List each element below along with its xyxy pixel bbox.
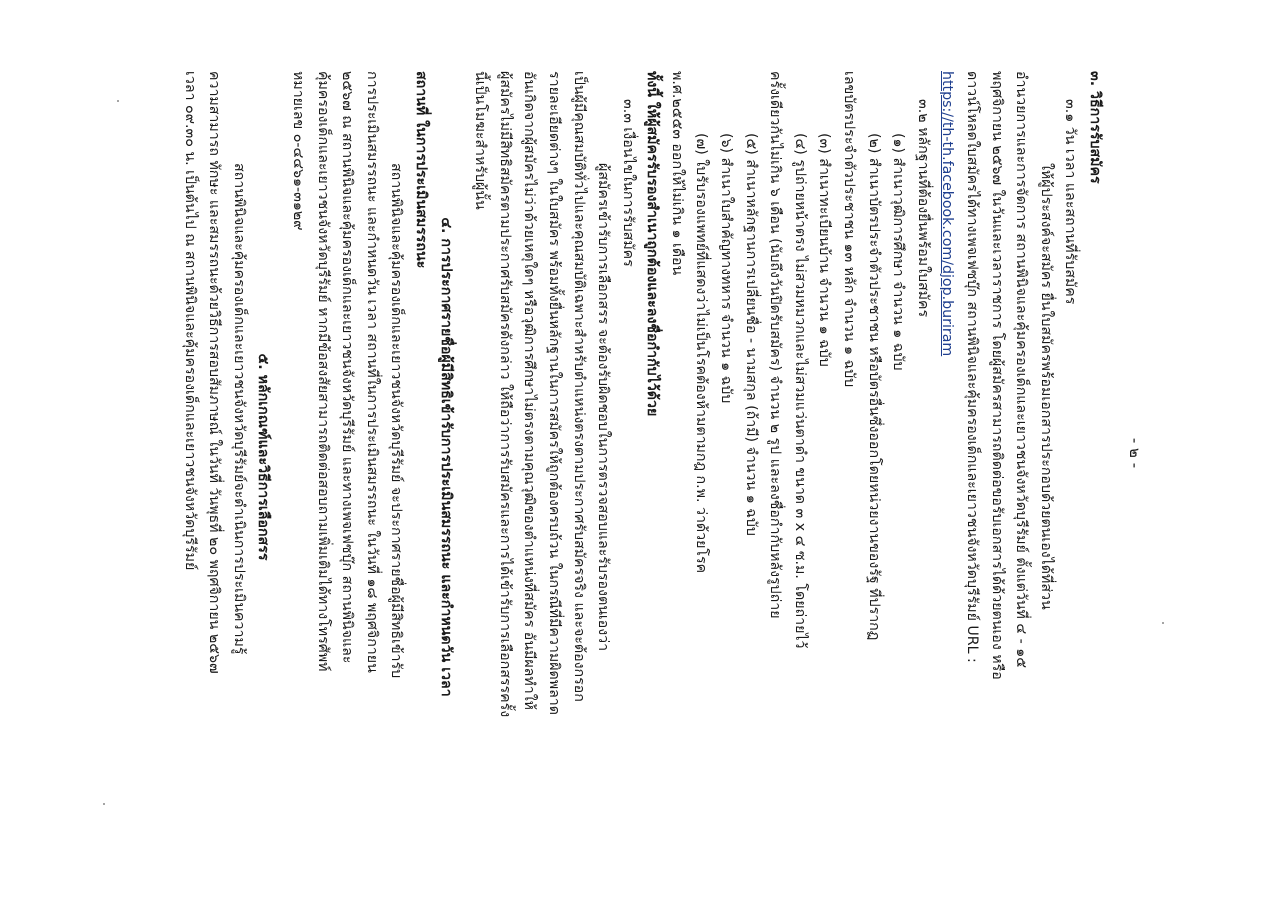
list-item: (๕) สำเนาหลักฐานการเปลี่ยนชื่อ - นามสกุล (ถ้ามี) จำนวน ๑ ฉบับ <box>742 133 759 536</box>
list-item: (๖) สำเนาใบสำคัญทางทหาร จำนวน ๑ ฉบับ <box>718 133 735 404</box>
paragraph-line: พฤศจิกายน ๒๕๖๗ ในวันและเวลาราชการ โดยผู้สมัครสามารถติดต่อขอรับเอกสารได้ด้วยตนเอง หรือ <box>988 71 1005 680</box>
list-item-continuation: เลขบัตรประจำตัวประชาชน ๑๓ หลัก จำนวน ๑ ฉบับ <box>841 71 858 388</box>
paragraph-line: หมายเลข ๐-๔๔๖๑-๓๑๒๙ <box>290 71 306 231</box>
paragraph-line: เป็นผู้มีคุณสมบัติทั่วไปและคุณสมบัติเฉพาะสำหรับตำแหน่งตรงตามประกาศรับสมัครจริง และจะต้องกรอก <box>570 71 587 702</box>
document-body <box>177 71 1107 843</box>
paragraph-line: รายละเอียดต่างๆ ในใบสมัคร พร้อมทั้งยื่นหลักฐานในการสมัครให้ถูกต้องครบถ้วน ในกรณีที่มีความผิดพลาด <box>545 71 562 715</box>
list-item: (๗) ใบรับรองแพทย์ที่แสดงว่าไม่เป็นโรคต้องห้ามตามกฎ ก.พ. ว่าด้วยโรค <box>693 133 710 574</box>
section-5-title: ๕. หลักเกณฑ์และวิธีการเลือกสรร <box>255 353 272 561</box>
paragraph-line: ดาวน์โหลดใบสมัครได้ทางเพจเฟซบุ๊ก สถานพินิจและคุ้มครองเด็กและเยาวชนจังหวัดบุรีรัมย์ URL : <box>964 71 981 663</box>
certification-note: ทั้งนี้ ให้ผู้สมัครรับรองสำเนาถูกต้องและลงชื่อกำกับไว้ด้วย <box>644 71 661 417</box>
paragraph-line: อำนวยการและการจัดการ สถานพินิจและคุ้มครองเด็กและเยาวชนจังหวัดบุรีรัมย์ ตั้งแต่วันที่ ๔ - ๑๕ <box>1013 71 1030 669</box>
list-item-continuation: ครั้งเดียวกันไม่เกิน ๖ เดือน (นับถึงวันปิดรับสมัคร) จำนวน ๒ รูป และลงชื่อกำกับหลังรูปถ่าย <box>767 71 784 619</box>
paragraph-line: เวลา ๐๙.๓๐ น. เป็นต้นไป ณ สถานพินิจและคุ้มครองเด็กและเยาวชนจังหวัดบุรีรัมย์ <box>181 71 198 571</box>
page-number: - ๒ - <box>1126 437 1144 469</box>
paragraph-line: อันเกิดจากผู้สมัครไม่ว่าด้วยเหตุใดๆ หรือวุฒิการศึกษาไม่ตรงตามคุณวุฒิของตำแหน่งที่สมัคร อันมีผลทำให้ <box>521 71 538 710</box>
facebook-link[interactable]: https://th-th.facebook.com/djop.buriram <box>939 71 956 357</box>
list-item: (๓) สำเนาทะเบียนบ้าน จำนวน ๑ ฉบับ <box>816 133 833 367</box>
list-item: (๔) รูปถ่ายหน้าตรง ไม่สวมหมวกและไม่สวมแว่นตาดำ ขนาด ๓ x ๔ ซ.ม. โดยถ่ายไว้ <box>791 133 808 649</box>
section-3-2-heading: ๓.๒ หลักฐานที่ต้องยื่นพร้อมใบสมัคร <box>914 99 931 318</box>
section-4-title-continuation: สถานที่ ในการประเมินสมรรถนะ <box>412 71 429 269</box>
paragraph-line: ให้ผู้ประสงค์จะสมัคร ยื่นใบสมัครพร้อมเอกสารประกอบด้วยตนเองได้ที่ส่วน <box>1037 163 1054 610</box>
paragraph-line: นี้เป็นโมฆะสำหรับผู้นั้น <box>472 71 489 210</box>
paragraph-line: การประเมินสมรรถนะ และกำหนดวัน เวลา สถานที่ในการประเมินสมรรถนะ ในวันที่ ๑๘ พฤศจิกายน <box>363 71 380 673</box>
section-4-title: ๔. การประกาศรายชื่อผู้มีสิทธิเข้ารับการประเมินสมรรถนะ และกำหนดวัน เวลา <box>437 217 454 697</box>
list-item: (๑) สำเนาวุฒิการศึกษา จำนวน ๑ ฉบับ <box>890 133 907 371</box>
paragraph-line: ผู้สมัครเข้ารับการเลือกสรร จะต้องรับผิดชอบในการตรวจสอบและรับรองตนเองว่า <box>595 163 612 652</box>
paragraph-line: สถานพินิจและคุ้มครองเด็กและเยาวชนจังหวัดบุรีรัมย์จะดำเนินการประเมินความรู้ <box>230 163 247 655</box>
list-item: (๒) สำเนาบัตรประจำตัวประชาชน หรือบัตรอื่นซึ่งออกโดยหน่วยงานของรัฐ ที่ปรากฏ <box>865 133 882 641</box>
paragraph-line: คุ้มครองเด็กและเยาวชนจังหวัดบุรีรัมย์ หากมีข้อสงสัยสามารถติดต่อสอบถามเพิ่มเติมได้ทางโทรศัพท์ <box>314 71 331 672</box>
section-3-1-heading: ๓.๑ วัน เวลา และสถานที่รับสมัคร <box>1062 99 1079 305</box>
paragraph-line: ผู้สมัครไม่มีสิทธิสมัครตามประกาศรับสมัครดังกล่าว ให้ถือว่าการรับสมัครและการได้เข้ารับการเลือกสรรครั้ง <box>496 71 513 718</box>
section-3-3-heading: ๓.๓ เงื่อนไขในการรับสมัคร <box>619 99 636 267</box>
paragraph-line: ๒๕๖๗ ณ สถานพินิจและคุ้มครองเด็กและเยาวชนจังหวัดบุรีรัมย์ และทางเพจเฟซบุ๊ก สถานพินิจและ <box>339 71 356 664</box>
list-item-continuation: พ.ศ.๒๕๕๓ ออกให้ไม่เกิน ๑ เดือน <box>668 71 685 276</box>
paragraph-line: สถานพินิจและคุ้มครองเด็กและเยาวชนจังหวัดบุรีรัมย์ จะประกาศรายชื่อผู้มีสิทธิเข้ารับ <box>388 163 405 679</box>
paragraph-line: ความสามารถ ทักษะ และสมรรถนะด้วยวิธีการสอบสัมภาษณ์ ในวันที่ วันพุธที่ ๒๐ พฤศจิกายน ๒๕๖๗ <box>206 71 223 674</box>
document-sheet <box>65 23 1215 883</box>
section-3-title: ๓. วิธีการรับสมัคร <box>1087 71 1103 184</box>
